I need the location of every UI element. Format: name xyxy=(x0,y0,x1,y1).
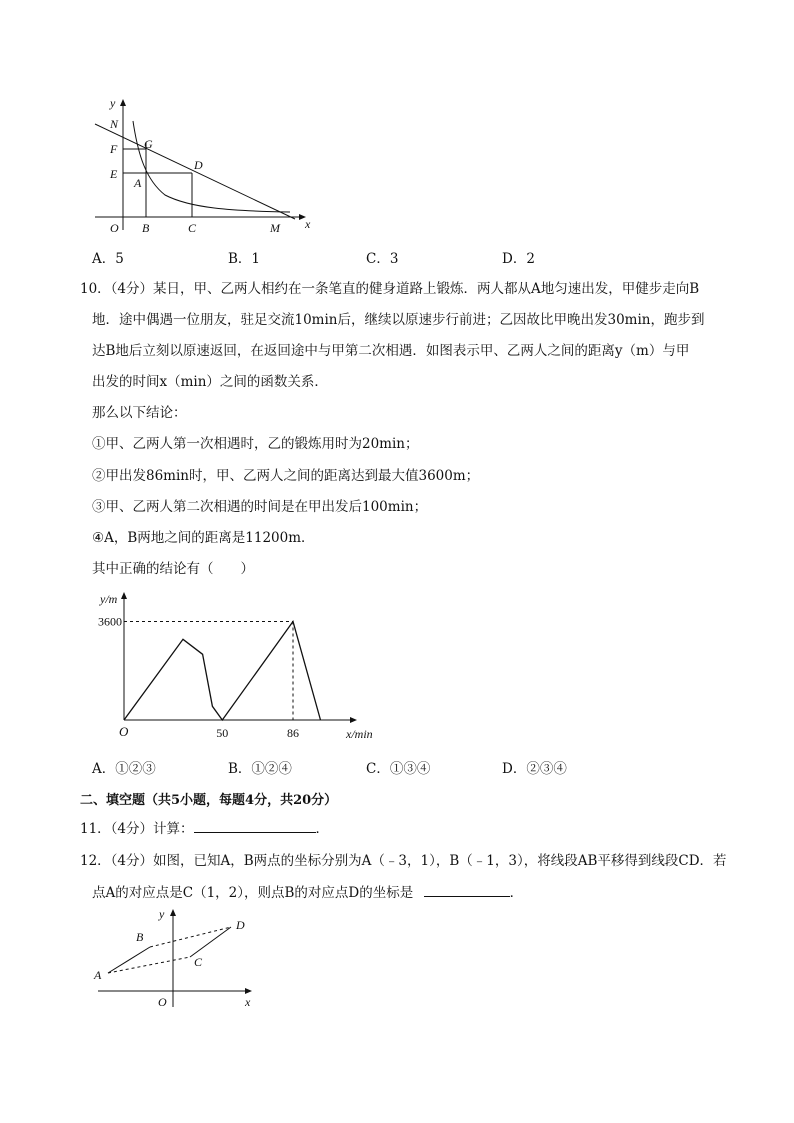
fig9-label-m: M xyxy=(270,221,280,235)
section-heading-fill-blank: 二、填空题（共5小题，每题4分，共20分） xyxy=(80,793,338,808)
chart-x-arrow xyxy=(350,717,357,723)
fig12-label-o: O xyxy=(158,995,167,1009)
q11-text: 11．（4分）计算： xyxy=(80,821,194,837)
fig12-segment-cd xyxy=(190,927,231,957)
fig9-label-n: N xyxy=(110,117,119,131)
fig12-label-b: B xyxy=(136,930,144,944)
chart-series-line xyxy=(124,622,321,721)
fig12-x-arrow xyxy=(245,988,252,994)
chart-ylabel: y/m xyxy=(100,592,118,606)
fig12-dashed-bd xyxy=(150,927,231,947)
chart-q10 xyxy=(80,588,390,748)
q10-stem-line3: 达B地后立刻以原速返回，在返回途中与甲第二次相遇．如图表示甲、乙两人之间的距离y（m）与甲 xyxy=(92,343,690,359)
fig9-label-x: x xyxy=(305,217,311,231)
q10-stem-line2: 地．途中偶遇一位朋友，驻足交流10min后，继续以原速步行前进；乙因故比甲晚出发30min，跑步到 xyxy=(92,312,705,328)
q12-stem-line2 xyxy=(92,882,523,903)
chart-origin: O xyxy=(119,724,129,739)
fig9-label-e: E xyxy=(110,167,118,181)
figure-q12 xyxy=(88,903,263,1013)
q10-option-a[interactable]: A．①②③ xyxy=(92,761,156,777)
fig12-label-d: D xyxy=(236,918,245,932)
q10-stem-line4: 出发的时间x（min）之间的函数关系． xyxy=(92,374,328,390)
q12-end: ． xyxy=(509,885,524,901)
fig9-label-y: y xyxy=(110,96,116,110)
fig12-label-x: x xyxy=(245,995,251,1009)
chart-ytick-3600: 3600 xyxy=(98,614,122,629)
fig9-label-d: D xyxy=(194,158,203,172)
q11-answer-blank[interactable] xyxy=(194,818,316,833)
q10-intro: 那么以下结论： xyxy=(92,405,187,421)
q9-option-b[interactable]: B．1 xyxy=(228,251,261,267)
fig12-label-a: A xyxy=(94,968,102,982)
fig9-label-c: C xyxy=(188,221,197,235)
chart-y-arrow xyxy=(121,592,127,599)
fig9-label-g: G xyxy=(144,137,153,151)
q9-option-a[interactable]: A．5 xyxy=(92,251,124,267)
fig9-label-a: A xyxy=(134,176,142,190)
q12-stem-line1: 12．（4分）如图，已知A，B两点的坐标分别为A（﹣3，1），B（﹣1，3），将线段AB平移得到线段CD．若 xyxy=(80,853,727,869)
q12-line2-text: 点A的对应点是C（1，2），则点B的对应点D的坐标是 xyxy=(92,885,414,901)
fig12-segment-ab xyxy=(108,947,150,973)
q11-line xyxy=(80,818,329,839)
fig12-label-c: C xyxy=(194,955,203,969)
q10-option-c[interactable]: C．①③④ xyxy=(366,761,431,777)
q10-stem-line1: 10．（4分）某日，甲、乙两人相约在一条笔直的健身道路上锻炼．两人都从A地匀速出发，甲健步走向B xyxy=(80,281,700,297)
fig9-hyperbola xyxy=(133,121,290,212)
q10-conclusion-3: ③甲、乙两人第二次相遇的时间是在甲出发后100min； xyxy=(92,499,428,515)
q10-conclusion-1: ①甲、乙两人第一次相遇时，乙的锻炼用时为20min； xyxy=(92,436,419,452)
q10-option-d[interactable]: D．②③④ xyxy=(502,761,567,777)
q10-question: 其中正确的结论有（ ） xyxy=(92,561,254,577)
fig9-y-arrow xyxy=(120,99,126,106)
q10-conclusion-4: ④A，B两地之间的距离是11200m． xyxy=(92,530,315,546)
q10-option-b[interactable]: B．①②④ xyxy=(228,761,292,777)
fig9-label-b: B xyxy=(142,221,150,235)
q10-conclusion-2: ②甲出发86min时，甲、乙两人之间的距离达到最大值3600m； xyxy=(92,468,480,484)
fig12-y-arrow xyxy=(170,909,176,916)
chart-xtick-50: 50 xyxy=(216,726,229,740)
fig9-label-o: O xyxy=(110,221,119,235)
fig12-label-y: y xyxy=(159,907,165,921)
chart-xtick-86: 86 xyxy=(287,726,300,740)
q11-end: ． xyxy=(315,821,330,837)
figure-q9 xyxy=(80,95,320,235)
q12-answer-blank[interactable] xyxy=(424,882,510,897)
fig9-label-f: F xyxy=(110,142,118,156)
q9-option-d[interactable]: D．2 xyxy=(502,251,535,267)
q9-option-c[interactable]: C．3 xyxy=(366,251,399,267)
chart-xlabel: x/min xyxy=(346,727,373,741)
